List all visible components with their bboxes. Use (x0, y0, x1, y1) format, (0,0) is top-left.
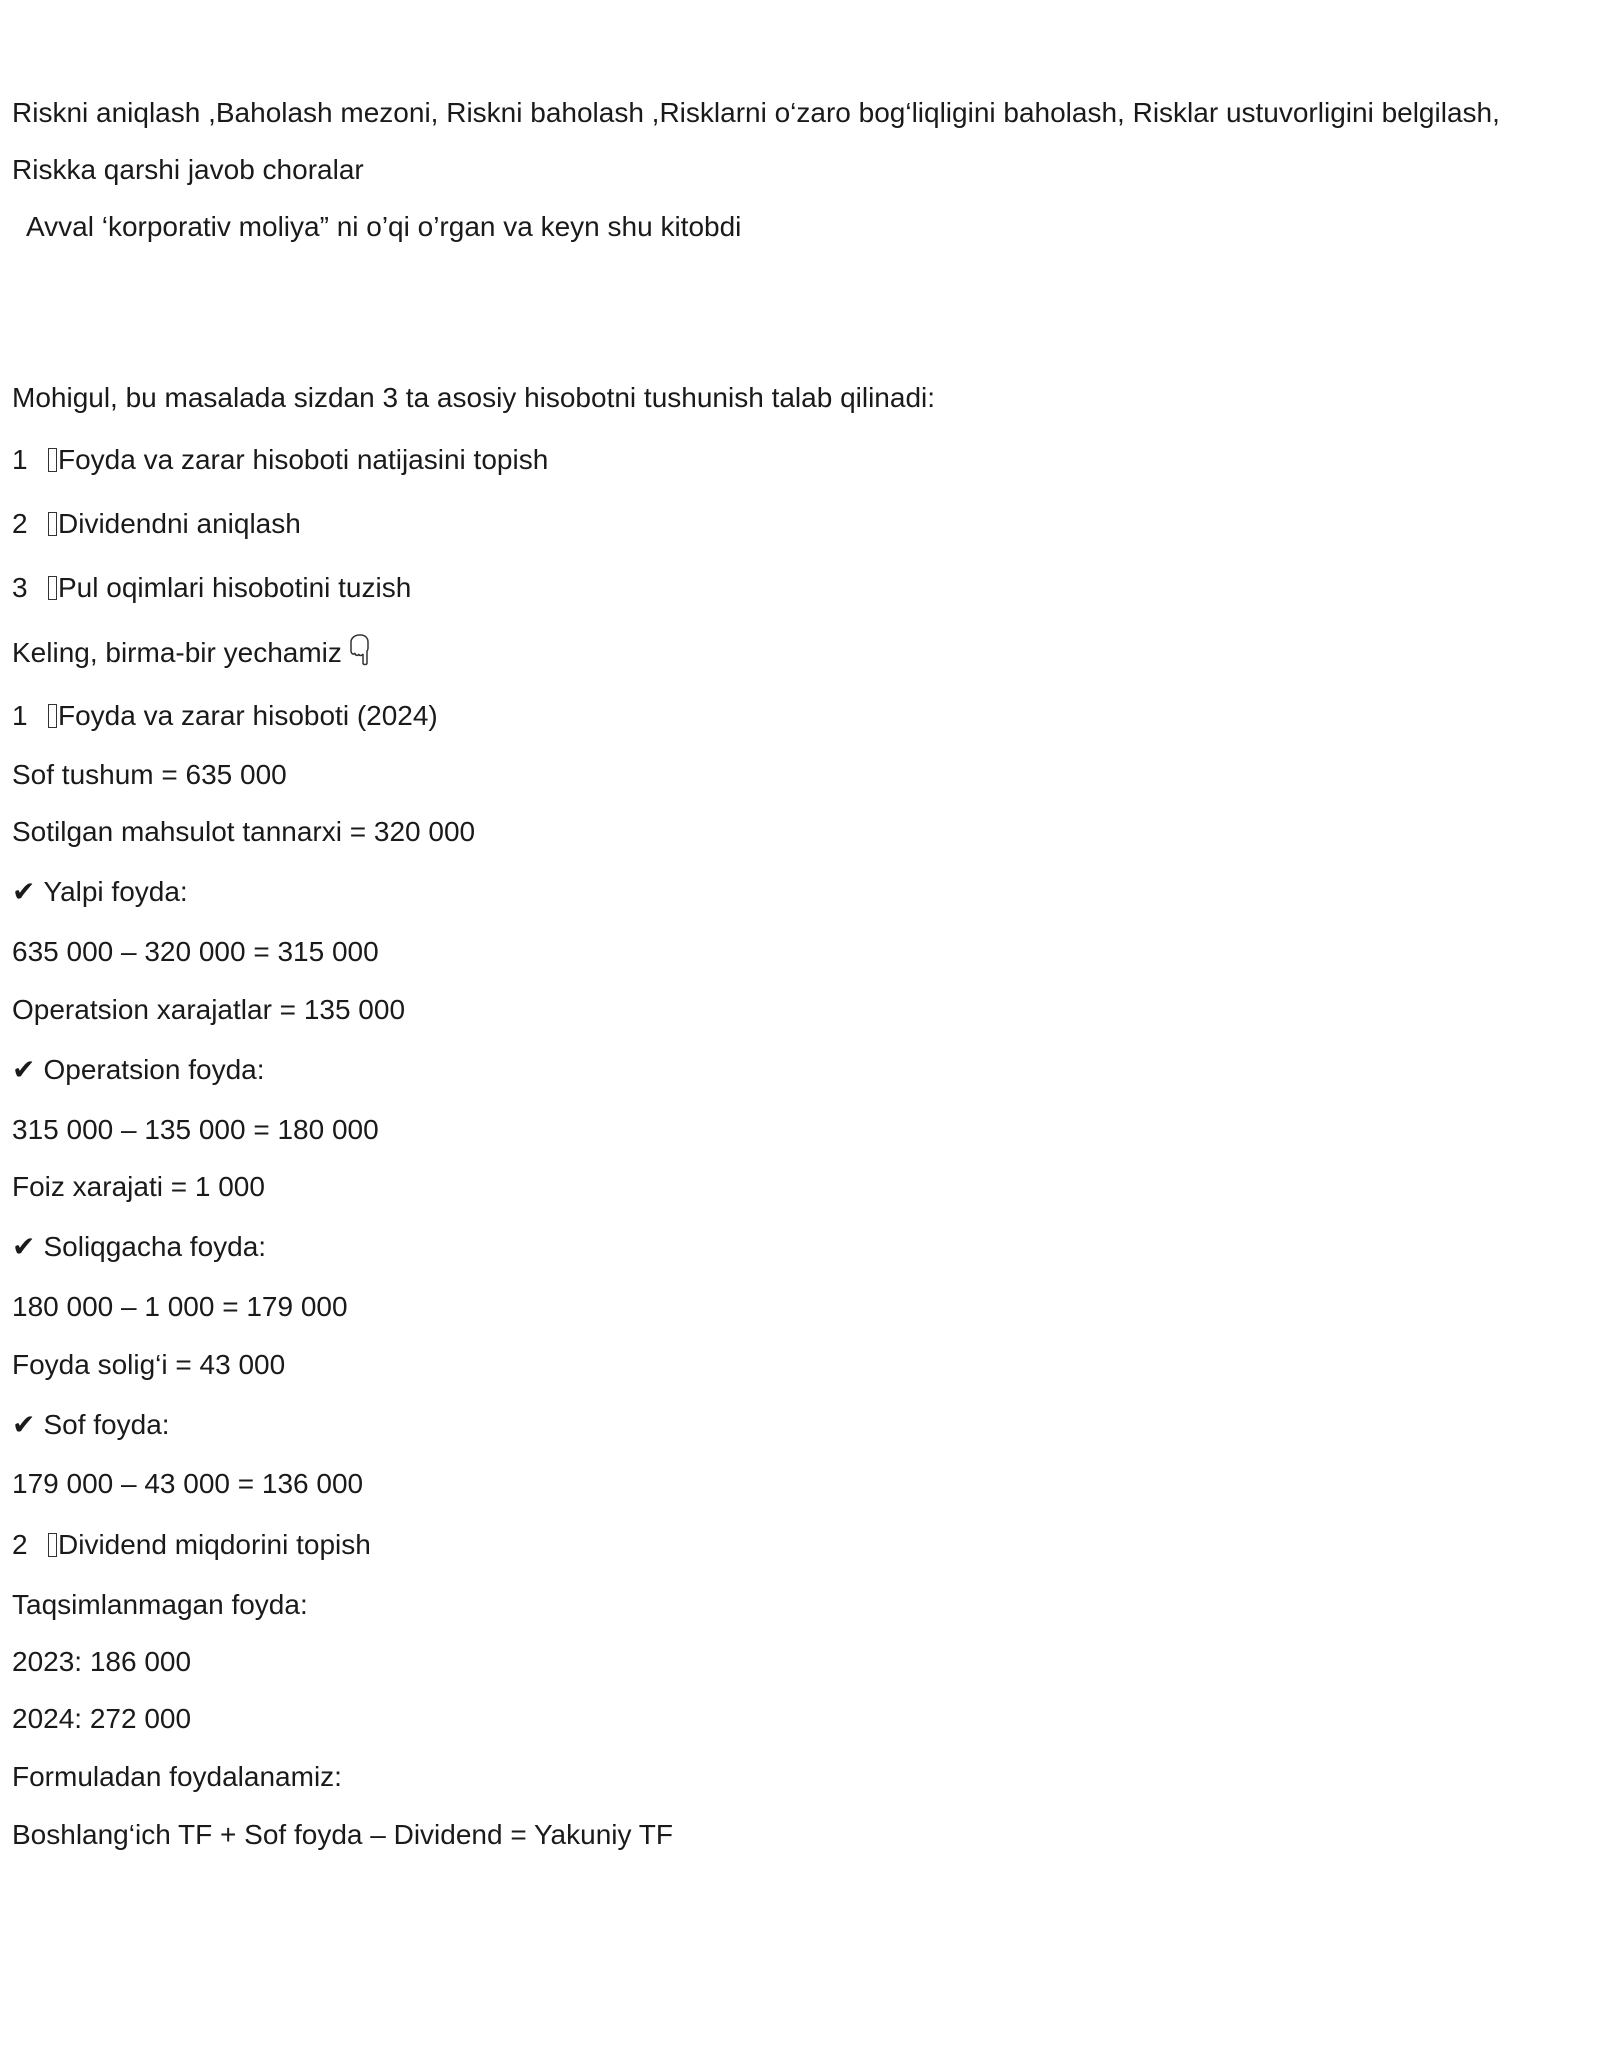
check-mark-icon: ✔ (12, 876, 36, 907)
operating-profit-label (12, 1053, 265, 1087)
gross-profit-label (12, 875, 188, 909)
operating-profit-calc: 315 000 – 135 000 = 180 000 (12, 1114, 379, 1145)
retained-earnings-label: Taqsimlanmagan foyda: (12, 1589, 308, 1620)
task-item-1 (12, 443, 548, 477)
net-profit-label (12, 1408, 170, 1442)
label-text: Sof foyda: (43, 1409, 170, 1440)
task-item-text: Foyda va zarar hisoboti natijasini topish (58, 444, 549, 475)
task-item-2 (12, 507, 301, 541)
task-item-number: 2 (12, 508, 28, 539)
task-item-text: Pul oqimlari hisobotini tuzish (58, 572, 412, 603)
pointing-down-icon (348, 634, 372, 676)
label-text: Soliqgacha foyda: (43, 1231, 267, 1262)
missing-glyph-icon (48, 704, 57, 728)
section-title: Dividend miqdorini topish (58, 1529, 371, 1560)
tax-line: Foyda solig‘i = 43 000 (12, 1349, 286, 1380)
task-item-number: 1 (12, 444, 28, 475)
label-text: Operatsion foyda: (43, 1054, 265, 1085)
cogs-line: Sotilgan mahsulot tannarxi = 320 000 (12, 816, 476, 847)
interest-line: Foiz xarajati = 1 000 (12, 1171, 265, 1202)
retained-2023: 2023: 186 000 (12, 1646, 192, 1677)
section2-heading (12, 1528, 371, 1562)
opex-line: Operatsion xarajatlar = 135 000 (12, 994, 406, 1025)
document-page (12, 0, 1582, 2070)
check-mark-icon: ✔ (12, 1054, 36, 1085)
missing-glyph-icon (48, 512, 57, 536)
task-intro: Mohigul, bu masalada sizdan 3 ta asosiy hisobotni tushunish talab qilinadi: (12, 382, 936, 413)
intro-line-3: Avval ‘korporativ moliya” ni o’qi o’rgan va keyn shu kitobdi (26, 211, 742, 242)
task-item-3 (12, 571, 411, 605)
lets-solve-line (12, 634, 372, 676)
intro-line-2: Riskka qarshi javob choralar (12, 154, 364, 185)
task-item-text: Dividendni aniqlash (58, 508, 301, 539)
check-mark-icon: ✔ (12, 1409, 36, 1440)
formula-line: Boshlang‘ich TF + Sof foyda – Dividend = Yakuniy TF (12, 1819, 673, 1850)
section-number: 1 (12, 700, 28, 731)
task-item-number: 3 (12, 572, 28, 603)
net-profit-calc: 179 000 – 43 000 = 136 000 (12, 1468, 364, 1499)
label-text: Yalpi foyda: (43, 876, 188, 907)
retained-2024: 2024: 272 000 (12, 1703, 192, 1734)
revenue-line: Sof tushum = 635 000 (12, 759, 287, 790)
formula-label: Formuladan foydalanamiz: (12, 1761, 342, 1792)
missing-glyph-icon (48, 1533, 57, 1557)
missing-glyph-icon (48, 576, 57, 600)
gross-profit-calc: 635 000 – 320 000 = 315 000 (12, 936, 379, 967)
pretax-profit-calc: 180 000 – 1 000 = 179 000 (12, 1291, 348, 1322)
section-number: 2 (12, 1529, 28, 1560)
missing-glyph-icon (48, 448, 57, 472)
check-mark-icon: ✔ (12, 1231, 36, 1262)
pretax-profit-label (12, 1230, 266, 1264)
intro-line-1: Riskni aniqlash ,Baholash mezoni, Riskni baholash ,Risklarni o‘zaro bog‘liqligini baholash, Risklar ustuvorligini belgilash, (12, 97, 1500, 128)
lets-solve-text: Keling, birma-bir yechamiz (12, 637, 342, 668)
section1-heading (12, 699, 438, 733)
section-title: Foyda va zarar hisoboti (2024) (58, 700, 438, 731)
